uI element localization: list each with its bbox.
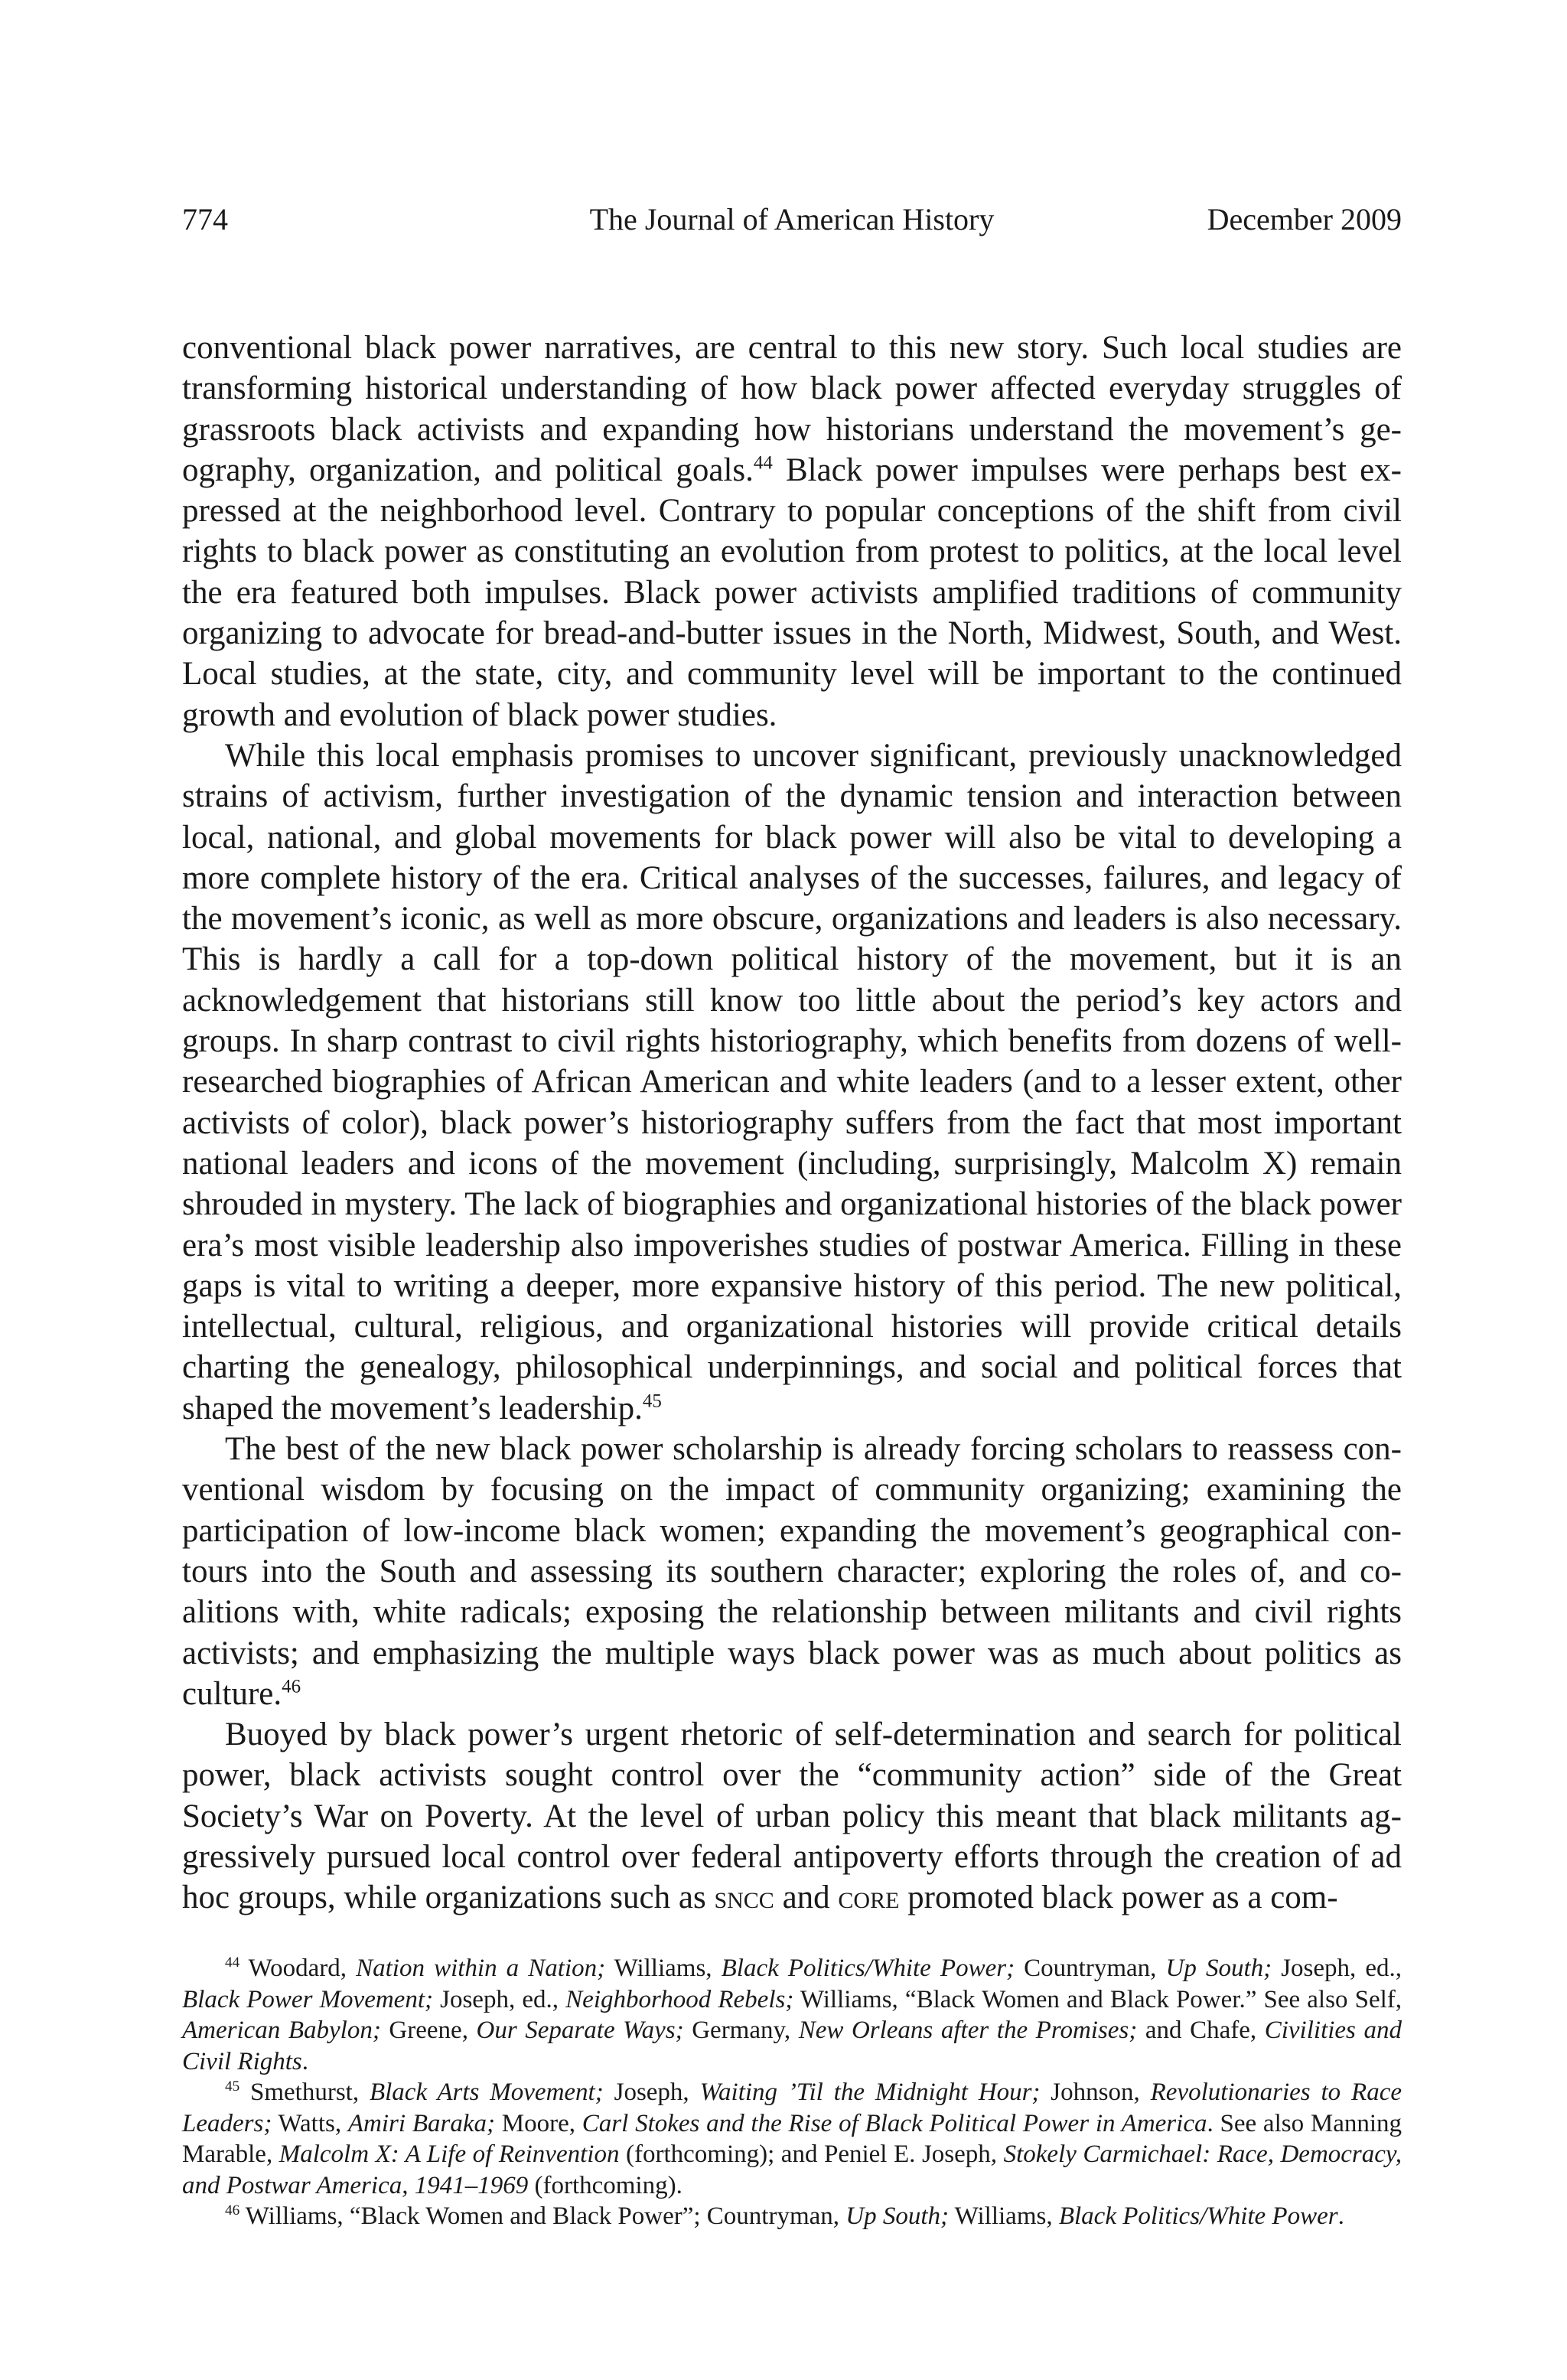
footnote-44 <box>182 1953 1402 2077</box>
page-number: 774 <box>182 202 228 236</box>
footnote-text: Johnson, <box>1040 2078 1151 2106</box>
footnote-text: (forthcoming). <box>528 2171 683 2199</box>
footnote-text: Williams, <box>605 1955 722 1982</box>
paragraph-4 <box>182 1714 1402 1918</box>
paragraph-text: conventional black power narratives, are central to this new story. Such local studies are transforming historical understanding of how black power affected everyday struggles of grassroots black activists and expanding how historians understand the movement’s geography, organization, and political goals. <box>182 330 1402 488</box>
footnote-text: Joseph, ed., <box>432 1985 566 2013</box>
footnotes <box>182 1953 1402 2232</box>
cited-title: New Orleans after the Promises; <box>798 2016 1138 2044</box>
footnote-text: Joseph, ed., <box>1272 1955 1402 1982</box>
footnote-text: Williams, “Black Women and Black Power”; Countryman, <box>239 2202 846 2230</box>
cited-title: Civilities and Civil Rights <box>182 2016 1402 2075</box>
acronym-sncc: sncc <box>714 1880 774 1916</box>
cited-title: Black Politics/White Power; <box>721 1955 1015 1982</box>
footnote-text: Countryman, <box>1015 1955 1166 1982</box>
footnote-ref-44: 44 <box>753 452 773 474</box>
footnote-text: . <box>1337 2202 1344 2230</box>
cited-title: Waiting ’Til the Midnight Hour; <box>699 2078 1041 2106</box>
paragraph-text: and <box>774 1880 839 1916</box>
cited-title: Up South; <box>845 2202 950 2230</box>
cited-title: Neighborhood Rebels; <box>565 1985 794 2013</box>
acronym-core: core <box>838 1880 900 1916</box>
footnote-text: . <box>301 2047 308 2075</box>
footnote-text: and Chafe, <box>1137 2016 1265 2044</box>
footnote-text: Woodard, <box>239 1955 357 1982</box>
cited-title: Our Separate Ways; <box>476 2016 684 2044</box>
footnote-mark: 45 <box>225 2078 240 2095</box>
footnote-text: (forthcoming); and Peniel E. Joseph <box>619 2140 991 2168</box>
footnote-45 <box>182 2077 1402 2201</box>
paragraph-3 <box>182 1429 1402 1714</box>
cited-title: Revolutionaries to Race Leaders; <box>182 2078 1402 2137</box>
footnote-text: Germany, <box>683 2016 799 2044</box>
paragraph-1 <box>182 328 1402 735</box>
footnote-text: Smethurst, <box>239 2078 370 2106</box>
paragraph-text: promoted black power as a com- <box>899 1880 1338 1916</box>
footnote-text: Greene, <box>380 2016 477 2044</box>
cited-title: Amiri Baraka; <box>347 2109 495 2137</box>
footnote-text: Williams, <box>949 2202 1059 2230</box>
article-body <box>182 328 1402 1919</box>
paragraph-text: While this local emphasis promises to uncover significant, previously unacknowledged strains of activism, further investigation of the dynamic tension and interaction between local, national, and global movements for black power will also be vital to developing a more complete history of the era. Critical analyses of the successes, failures, and legacy of the movement’s iconic, as well as more obscure, organizations and leaders is also necessary. This is hardly a call for a top-down political history of the movement, but it is an acknowledgement that historians still know too little about the period’s key actors and groups. In sharp contrast to civil rights historiography, which benefits from dozens of well-researched biographies of African American and white leaders (and to a lesser extent, other activists of color), black power’s historiography suffers from the fact that most important national leaders and icons of the movement (including, surprisingly, Malcolm X) remain shrouded in mystery. The lack of biographies and organizational histories of the black power era’s most visible leadership also impoverishes studies of postwar America. Filling in these gaps is vital to writing a deeper, more expansive history of this period. The new political, intellectual, cultural, religious, and organizational histories will provide critical details charting the genealogy, philosophical underpinnings, and social and political forces that shaped the movement’s leadership. <box>182 737 1402 1426</box>
cited-title: , Stokely Carmichael: Race, Democracy, and Postwar America, 1941–1969 <box>182 2140 1402 2199</box>
footnote-ref-46: 46 <box>282 1676 301 1697</box>
footnote-text: Moore, <box>494 2109 582 2137</box>
cited-title: Malcolm X: A Life of Reinvention <box>279 2140 620 2168</box>
issue-date: December 2009 <box>1207 202 1402 236</box>
paragraph-text: The best of the new black power scholarship is already forcing scholars to reassess conventional wisdom by focusing on the impact of community organizing; examining the participation of low-income black women; expanding the movement’s geographical contours into the South and assessing its southern character; exploring the roles of, and coalitions with, white radicals; exposing the relationship between militants and civil rights activists; and emphasizing the multiple ways black power was as much about politics as culture. <box>182 1431 1402 1712</box>
footnote-text: Watts, <box>272 2109 348 2137</box>
footnote-46 <box>182 2201 1402 2232</box>
footnote-mark: 46 <box>225 2202 240 2219</box>
footnote-mark: 44 <box>225 1955 240 1971</box>
running-head <box>182 201 1402 239</box>
cited-title: Black Power Movement; <box>182 1985 433 2013</box>
cited-title: Up South; <box>1165 1955 1272 1982</box>
paragraph-2 <box>182 735 1402 1429</box>
paragraph-text: Black power impulses were perhaps best expressed at the neighborhood level. Contrary to popular conceptions of the shift from civil rights to black power as constituting an evolution from protest to politics, at the local level the era featured both impulses. Black power activists amplified traditions of community organizing to advocate for bread-and-butter issues in the North, Midwest, South, and West. Local studies, at the state, city, and community level will be important to the continued growth and evolution of black power studies. <box>182 452 1402 733</box>
footnote-text: . See also Manning Marable, <box>182 2109 1402 2168</box>
cited-title: Black Arts Movement; <box>369 2078 604 2106</box>
footnote-text: Joseph, <box>603 2078 700 2106</box>
journal-title: The Journal of American History <box>589 202 995 236</box>
footnote-ref-45: 45 <box>642 1391 662 1412</box>
cited-title: Carl Stokes and the Rise of Black Political Power in America <box>582 2109 1207 2137</box>
footnote-text: Williams, “Black Women and Black Power.” See also Self, <box>793 1985 1402 2013</box>
cited-title: American Babylon; <box>182 2016 381 2044</box>
paragraph-text: Buoyed by black power’s urgent rhetoric of self-determination and search for political power, black activists sought control over the “community action” side of the Great Society’s War on Poverty. At the level of urban policy this meant that black militants aggressively pursued local control over federal antipoverty efforts through the creation of ad hoc groups, while organizations such as <box>182 1717 1402 1916</box>
cited-title: Nation within a Nation; <box>356 1955 606 1982</box>
cited-title: Black Politics/White Power <box>1058 2202 1338 2230</box>
